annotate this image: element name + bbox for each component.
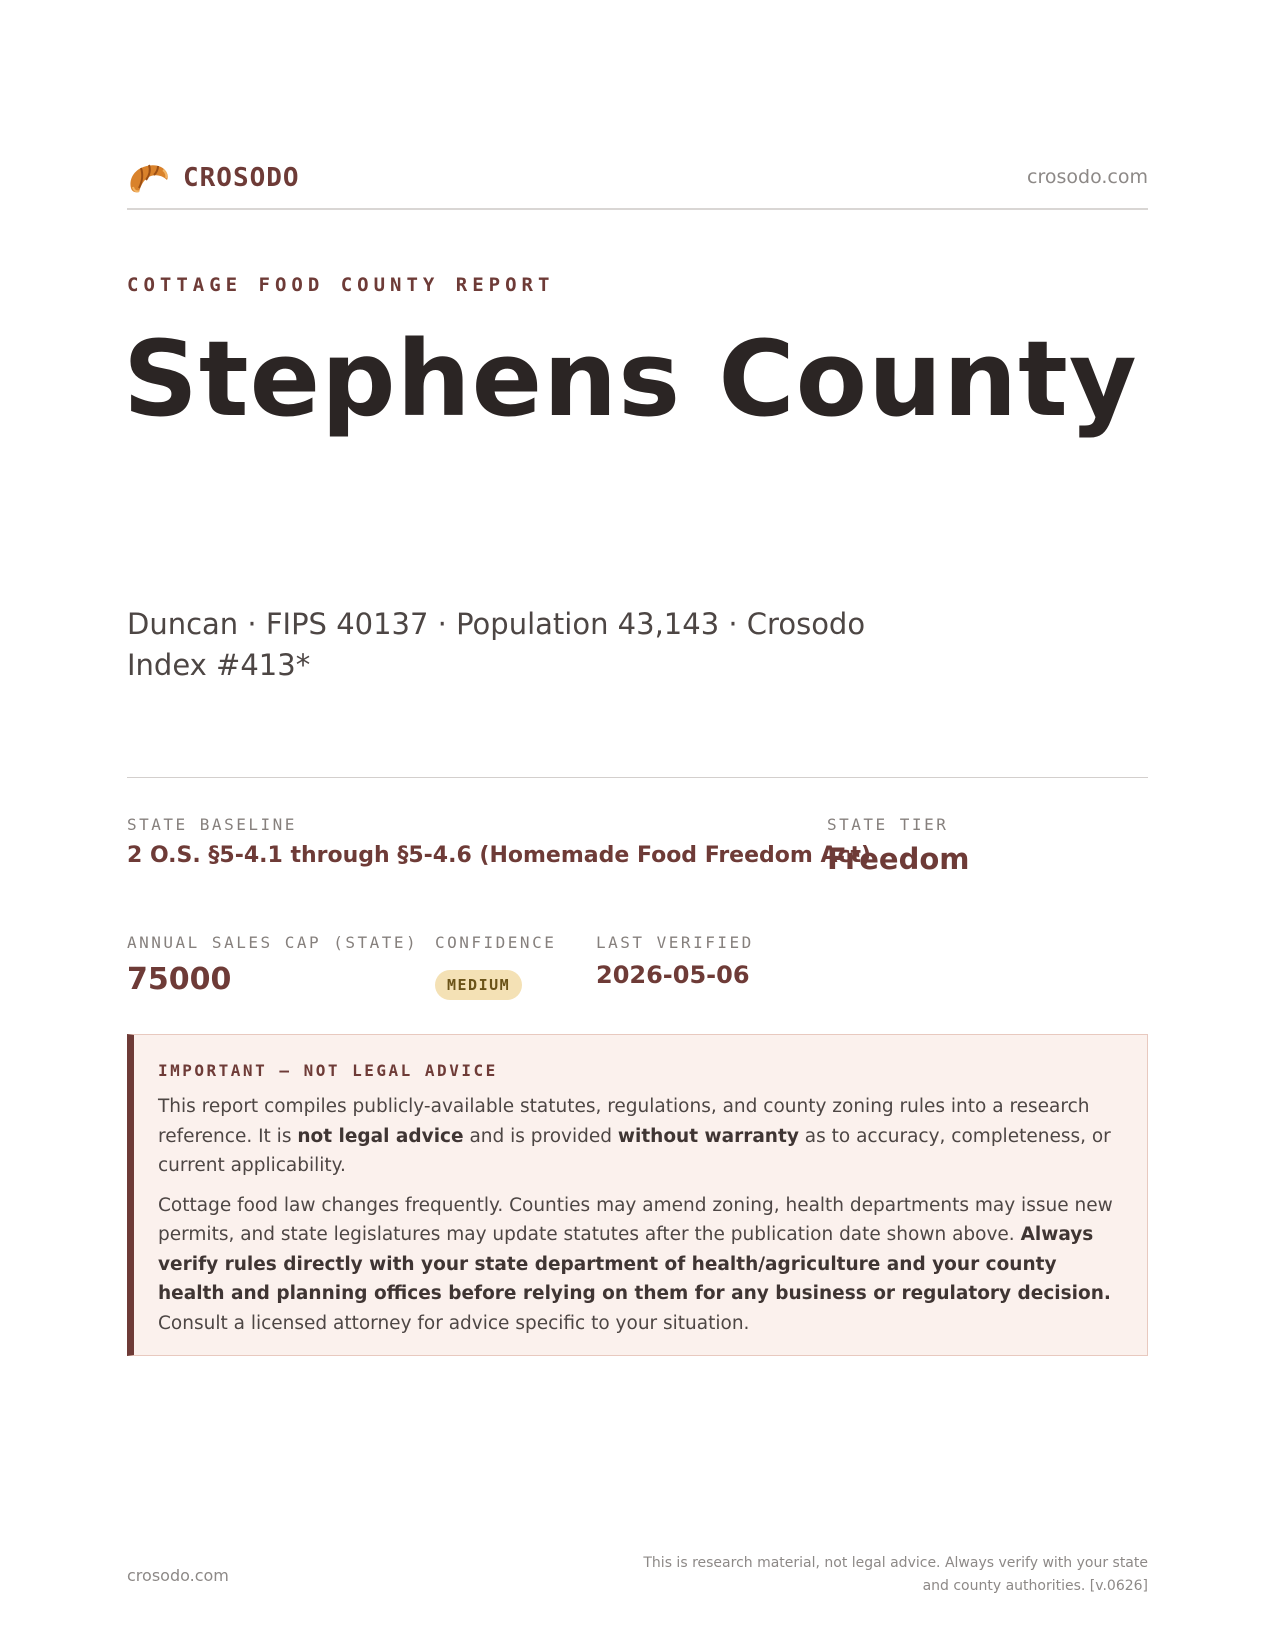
page-header — [127, 158, 1148, 210]
footer-disclaimer-line-1: This is research material, not legal advice. Always verify with your state — [643, 1555, 1148, 1571]
last-verified-label: LAST VERIFIED — [596, 933, 754, 952]
notice-title: IMPORTANT — NOT LEGAL ADVICE — [158, 1061, 498, 1080]
brand — [127, 158, 300, 198]
section-divider — [127, 777, 1148, 778]
notice-text: Consult a licensed attorney for advice specific to your situation. — [158, 1312, 750, 1334]
notice-paragraph-1 — [158, 1092, 1121, 1181]
report-kicker: COTTAGE FOOD COUNTY REPORT — [127, 274, 555, 296]
footer-url[interactable]: crosodo.com — [127, 1566, 229, 1585]
confidence-badge: MEDIUM — [435, 970, 522, 1000]
footer-disclaimer — [628, 1552, 1148, 1598]
croissant-icon — [127, 158, 171, 198]
notice-text: as to accuracy, completeness, or current applicability. — [158, 1125, 1111, 1176]
report-page — [123, 0, 1148, 1650]
state-tier-value: Freedom — [827, 842, 970, 876]
confidence-label: CONFIDENCE — [435, 933, 557, 952]
county-subtitle: Duncan · FIPS 40137 · Population 43,143 · Crosodo Index #413* — [127, 607, 866, 682]
last-verified-value: 2026-05-06 — [596, 961, 750, 989]
state-baseline-label: STATE BASELINE — [127, 815, 297, 834]
page-title: Stephens County — [123, 318, 1138, 440]
site-url[interactable]: crosodo.com — [1027, 166, 1148, 188]
notice-text: and is provided — [463, 1125, 618, 1147]
notice-emphasis: Always verify rules directly with your state department of health/agriculture and your county health and planning offices before relying on them for any business or regulatory decision. — [158, 1224, 1111, 1304]
notice-emphasis: without warranty — [617, 1125, 799, 1147]
sales-cap-label: ANNUAL SALES CAP (STATE) — [127, 933, 419, 952]
state-baseline-value: 2 O.S. §5-4.1 through §5-4.6 (Homemade Food Freedom Act) — [127, 843, 872, 868]
sales-cap-value: 75000 — [127, 962, 232, 997]
notice-emphasis: not legal advice — [297, 1125, 464, 1147]
notice-text: Cottage food law changes frequently. Counties may amend zoning, health departments may issue new permits, and state legislatures may update statutes after the publication date shown above. — [158, 1194, 1113, 1245]
state-tier-label: STATE TIER — [827, 815, 949, 834]
footer-disclaimer-line-2: and county authorities. [v.0626] — [922, 1578, 1148, 1594]
brand-name: CROSODO — [183, 163, 300, 193]
legal-notice — [127, 1034, 1148, 1356]
notice-paragraph-2 — [158, 1191, 1121, 1339]
notice-text: This report compiles publicly-available statutes, regulations, and county zoning rules into a research reference. It is — [158, 1096, 1090, 1147]
